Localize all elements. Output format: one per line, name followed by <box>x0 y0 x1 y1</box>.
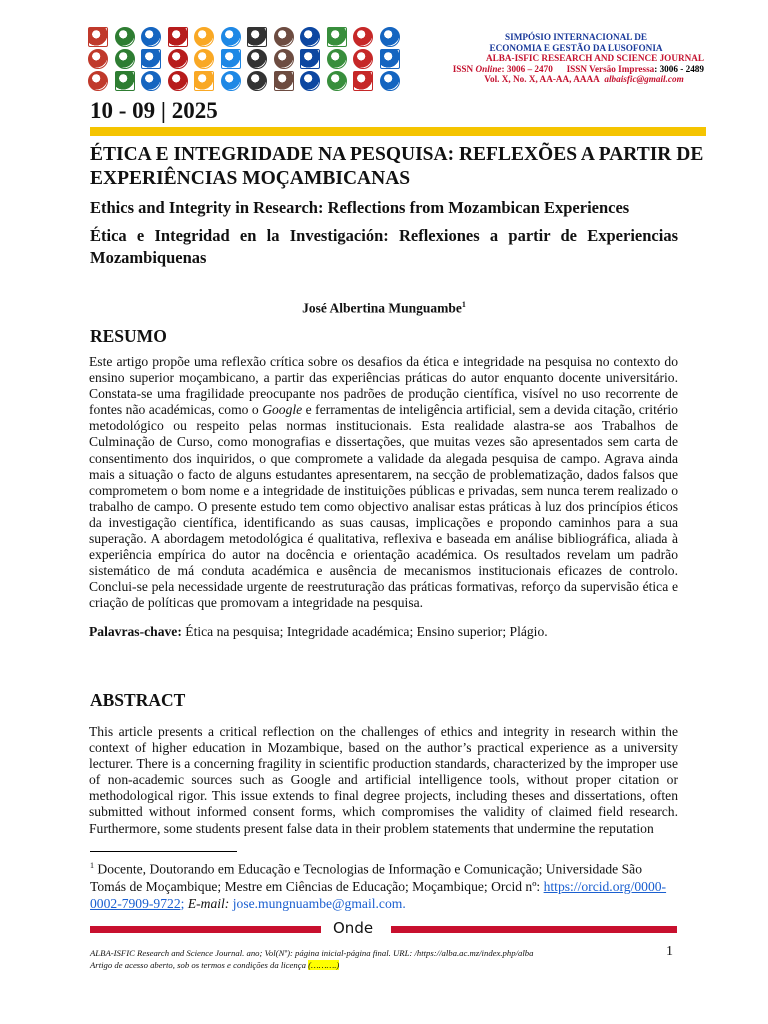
alba-logo <box>88 27 108 47</box>
footer-line-1: ALBA-ISFIC Research and Science Journal. ano; Vol(Nº): página inicial-página final. URL: /https://alba.ac.mz/index.php/alba <box>90 948 534 958</box>
footer-red-bar-left <box>90 926 321 933</box>
emblem-3-logo <box>168 49 188 69</box>
us-logo <box>380 27 400 47</box>
emblem-4-logo <box>194 49 214 69</box>
footnote-text: Docente, Doutorando em Educação e Tecnologias de Informação e Comunicação; Universidade São Tomás de Moçambique; Mestre em Ciências de Educação; Moçambique; Orcid nº: <box>90 861 643 894</box>
emblem-8-logo <box>327 49 347 69</box>
journal-header <box>448 32 704 85</box>
emblem-8-logo <box>327 27 347 47</box>
footer-line-2 <box>90 959 630 971</box>
title-spanish: Ética e Integridad en la Investigación: Reflexiones a partir de Experiencias Mozambiquenas <box>90 226 678 267</box>
footer-citation <box>90 947 630 971</box>
yellow-divider <box>90 127 706 136</box>
emblem-6-logo <box>274 71 294 91</box>
emblem-5-logo <box>221 71 241 91</box>
ism-logo <box>353 49 373 69</box>
publication-date: 10 - 09 | 2025 <box>90 98 218 123</box>
emblem-5-logo <box>221 27 241 47</box>
politecnico-logo <box>247 71 267 91</box>
issn-online-label: ISSN <box>452 63 474 74</box>
issn-print-label: ISSN Versão Impressa <box>566 63 655 74</box>
footnote-email[interactable]: jose.mungnuambe@gmail.com. <box>232 895 406 911</box>
footer-red-bar-right <box>391 926 677 933</box>
politecnico-logo <box>247 27 267 47</box>
emblem-8-logo <box>327 71 347 91</box>
emblem-1-logo <box>115 27 135 47</box>
politecnico-logo <box>247 49 267 69</box>
emblem-7-logo <box>300 49 320 69</box>
resumo-text-part-2: e ferramentas de inteligência artificial, sem a devida citação, critério metodológico ou respeito pelas normas institucionais. Esta realidade alastra-se aos Trabalhos de Culminação de Curso, como monografias e dissertações, que muitas vezes são apresentados sem carta de consentimento dos inquiridos, o que compromete a validade da alegada pesquisa de campo. Agrava ainda mais a situação o facto de alguns estudantes apresentarem, na secção de problematização, dados falsos que comprometem o bom nome e a integridade de instituições públicas e privadas, sem nunca terem realizado o trabalho de campo. O presente estudo tem como objectivo analisar estas práticas à luz dos princípios éticos da investigação científica, identificando as suas causas, implicações e propondo caminhos para a sua superação. A abordagem metodológica é qualitativa, reflexiva e baseada em análise bibliográfica, aliada à experiência empírica do autor na docência e orientação académica. Os resultados revelam um padrão sistemático de má conduta académica e ausência de mecanismos institucionais eficazes de controlo. Conclui-se pela necessidade urgente de reestruturação das práticas formativas, reforço da supervisão ética e criação de políticas que promovam a integridade na pesquisa. <box>89 402 678 611</box>
page-number: 1 <box>666 944 673 959</box>
journal-volume <box>448 74 704 85</box>
footer-onde: Onde <box>333 919 374 937</box>
ism-logo <box>353 71 373 91</box>
alba-logo <box>88 49 108 69</box>
us-logo <box>380 49 400 69</box>
keywords <box>89 624 678 640</box>
emblem-2-logo <box>141 49 161 69</box>
abstract-heading: ABSTRACT <box>90 690 186 710</box>
journal-line-1: SIMPÓSIO INTERNACIONAL DE <box>505 32 647 42</box>
emblem-3-logo <box>168 71 188 91</box>
emblem-2-logo <box>141 27 161 47</box>
resumo-text-part-1: Este artigo propõe uma reflexão crítica sobre os desafios da ética e integridade na pesquisa no contexto do ensino superior moçambicano, a partir das experiências práticas do autor enquanto docente universitário. Constata-se uma fragilidade preocupante nos padrões de produção científica, visível no uso recorrente de fontes não académicas, como o <box>89 354 678 418</box>
title-portuguese: ÉTICA E INTEGRIDADE NA PESQUISA: REFLEXÕES A PARTIR DE EXPERIÊNCIAS MOÇAMBICANAS <box>90 144 704 189</box>
volume-text: Vol. X, No. X, AA-AA, AAAA <box>484 74 600 84</box>
journal-email[interactable]: albaisfic@gmail.com <box>604 74 684 84</box>
resumo-google-term: Google <box>262 402 303 418</box>
orcid-link[interactable]: https://orcid.org/0000-0002-7909-9722; <box>90 878 667 911</box>
ism-logo <box>353 27 373 47</box>
issn-online-word: Online <box>475 63 502 74</box>
emblem-4-logo <box>194 27 214 47</box>
alba-logo <box>88 71 108 91</box>
emblem-6-logo <box>274 49 294 69</box>
emblem-6-logo <box>274 27 294 47</box>
journal-line-3: ALBA-ISFIC RESEARCH AND SCIENCE JOURNAL <box>486 53 704 63</box>
footer-license-placeholder: (……….) <box>308 960 340 970</box>
emblem-7-logo <box>300 71 320 91</box>
resumo-heading: RESUMO <box>90 326 167 346</box>
emblem-2-logo <box>141 71 161 91</box>
us-logo <box>380 71 400 91</box>
emblem-5-logo <box>221 49 241 69</box>
author-text: José Albertina Munguambe <box>302 300 462 316</box>
keywords-list: Ética na pesquisa; Integridade académica; Ensino superior; Plágio. <box>181 624 548 639</box>
footnote-mark: 1 <box>90 861 94 870</box>
emblem-1-logo <box>115 71 135 91</box>
author-name <box>0 300 768 317</box>
keywords-label: Palavras-chave: <box>89 624 182 639</box>
footer-license-text: Artigo de acesso aberto, sob os termos e condições da licença <box>90 960 309 970</box>
journal-line-2: ECONOMIA E GESTÃO DA LUSOFONIA <box>489 42 663 53</box>
partner-logos <box>88 26 410 90</box>
title-english: Ethics and Integrity in Research: Reflections from Mozambican Experiences <box>90 198 630 217</box>
footnote <box>90 857 680 912</box>
author-footnote-mark: 1 <box>461 300 466 309</box>
emblem-7-logo <box>300 27 320 47</box>
journal-issn <box>448 64 704 75</box>
emblem-4-logo <box>194 71 214 91</box>
emblem-1-logo <box>115 49 135 69</box>
abstract-text: This article presents a critical reflection on the challenges of ethics and integrity in research within the context of higher education in Mozambique, based on the author’s practical experience as a university lecturer. There is a concerning fragility in scientific production standards, characterized by the improper use of non-academic sources such as Google and artificial intelligence tools, without proper citation or methodological rigor. This issue extends to final degree projects, including theses and dissertations, often submitted without informed consent forms, which compromises the validity of claimed field research. Furthermore, some students present false data in their problem statements that undermine the reputation <box>89 724 678 836</box>
resumo-text <box>89 354 678 612</box>
issn-print-value: : 3006 - 2489 <box>654 63 704 74</box>
footnote-rule <box>90 851 237 852</box>
footnote-email-label: E-mail: <box>187 895 230 911</box>
emblem-3-logo <box>168 27 188 47</box>
issn-online-value: : 3006 – 2470 <box>501 63 553 74</box>
